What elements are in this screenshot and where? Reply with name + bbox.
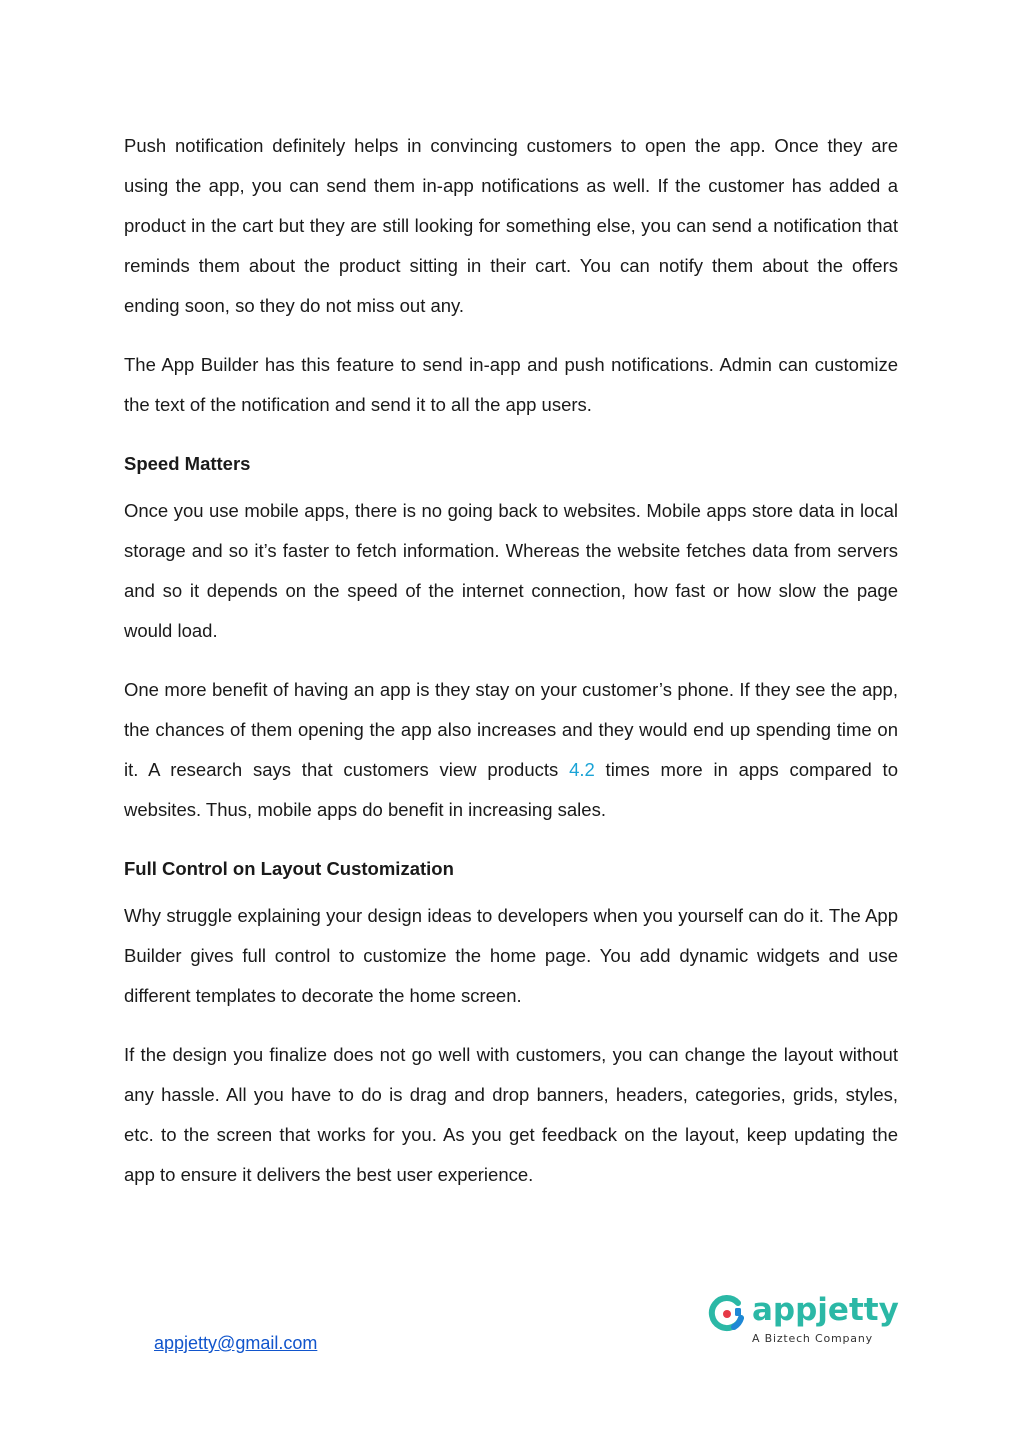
highlight-statistic: 4.2 (569, 759, 595, 780)
paragraph-app-builder-notifications: The App Builder has this feature to send in-app and push notifications. Admin can customize the text of the notification and send it to all the app users. (124, 354, 898, 415)
paragraph-layout-change: If the design you finalize does not go well with customers, you can change the layout without any hassle. All you have to do is drag and drop banners, headers, categories, grids, styles, etc. to the screen that works for you. As you get feedback on the layout, keep updating the app to ensure it delivers the best user experience. (124, 1044, 898, 1185)
heading-speed-matters: Speed Matters (124, 453, 251, 474)
paragraph-speed: Once you use mobile apps, there is no going back to websites. Mobile apps store data in local storage and so it’s faster to fetch information. Whereas the website fetches data from servers and so it depends on the speed of the internet connection, how fast or how slow the page would load. (124, 500, 898, 641)
heading-layout-customization: Full Control on Layout Customization (124, 858, 454, 879)
appjetty-logo-tagline: A Biztech Company (752, 1332, 873, 1345)
appjetty-logo (708, 1292, 899, 1350)
paragraph-app-benefit-start: One more benefit of having an app is they stay on your customer’s phone. If they see the app, the chances of them opening the app also increases and they would end up spending time on it. A research says that customers view products (124, 679, 898, 780)
paragraph-app-benefit (124, 670, 898, 830)
paragraph-app-benefit-end: times more in apps compared to websites. Thus, mobile apps do benefit in increasing sales. (124, 759, 898, 820)
appjetty-logo-wordmark: appjetty (752, 1292, 899, 1328)
footer-email-link[interactable]: appjetty@gmail.com (154, 1333, 318, 1353)
paragraph-design-ideas: Why struggle explaining your design ideas to developers when you yourself can do it. The App Builder gives full control to customize the home page. You add dynamic widgets and use different templates to decorate the home screen. (124, 905, 898, 1006)
paragraph-push-notification: Push notification definitely helps in convincing customers to open the app. Once they are using the app, you can send them in-app notifications as well. If the customer has added a product in the cart but they are still looking for something else, you can send a notification that reminds them about the product sitting in their cart. You can notify them about the offers ending soon, so they do not miss out any. (124, 135, 898, 316)
document-body (124, 126, 898, 1214)
appjetty-logo-icon (708, 1294, 746, 1334)
